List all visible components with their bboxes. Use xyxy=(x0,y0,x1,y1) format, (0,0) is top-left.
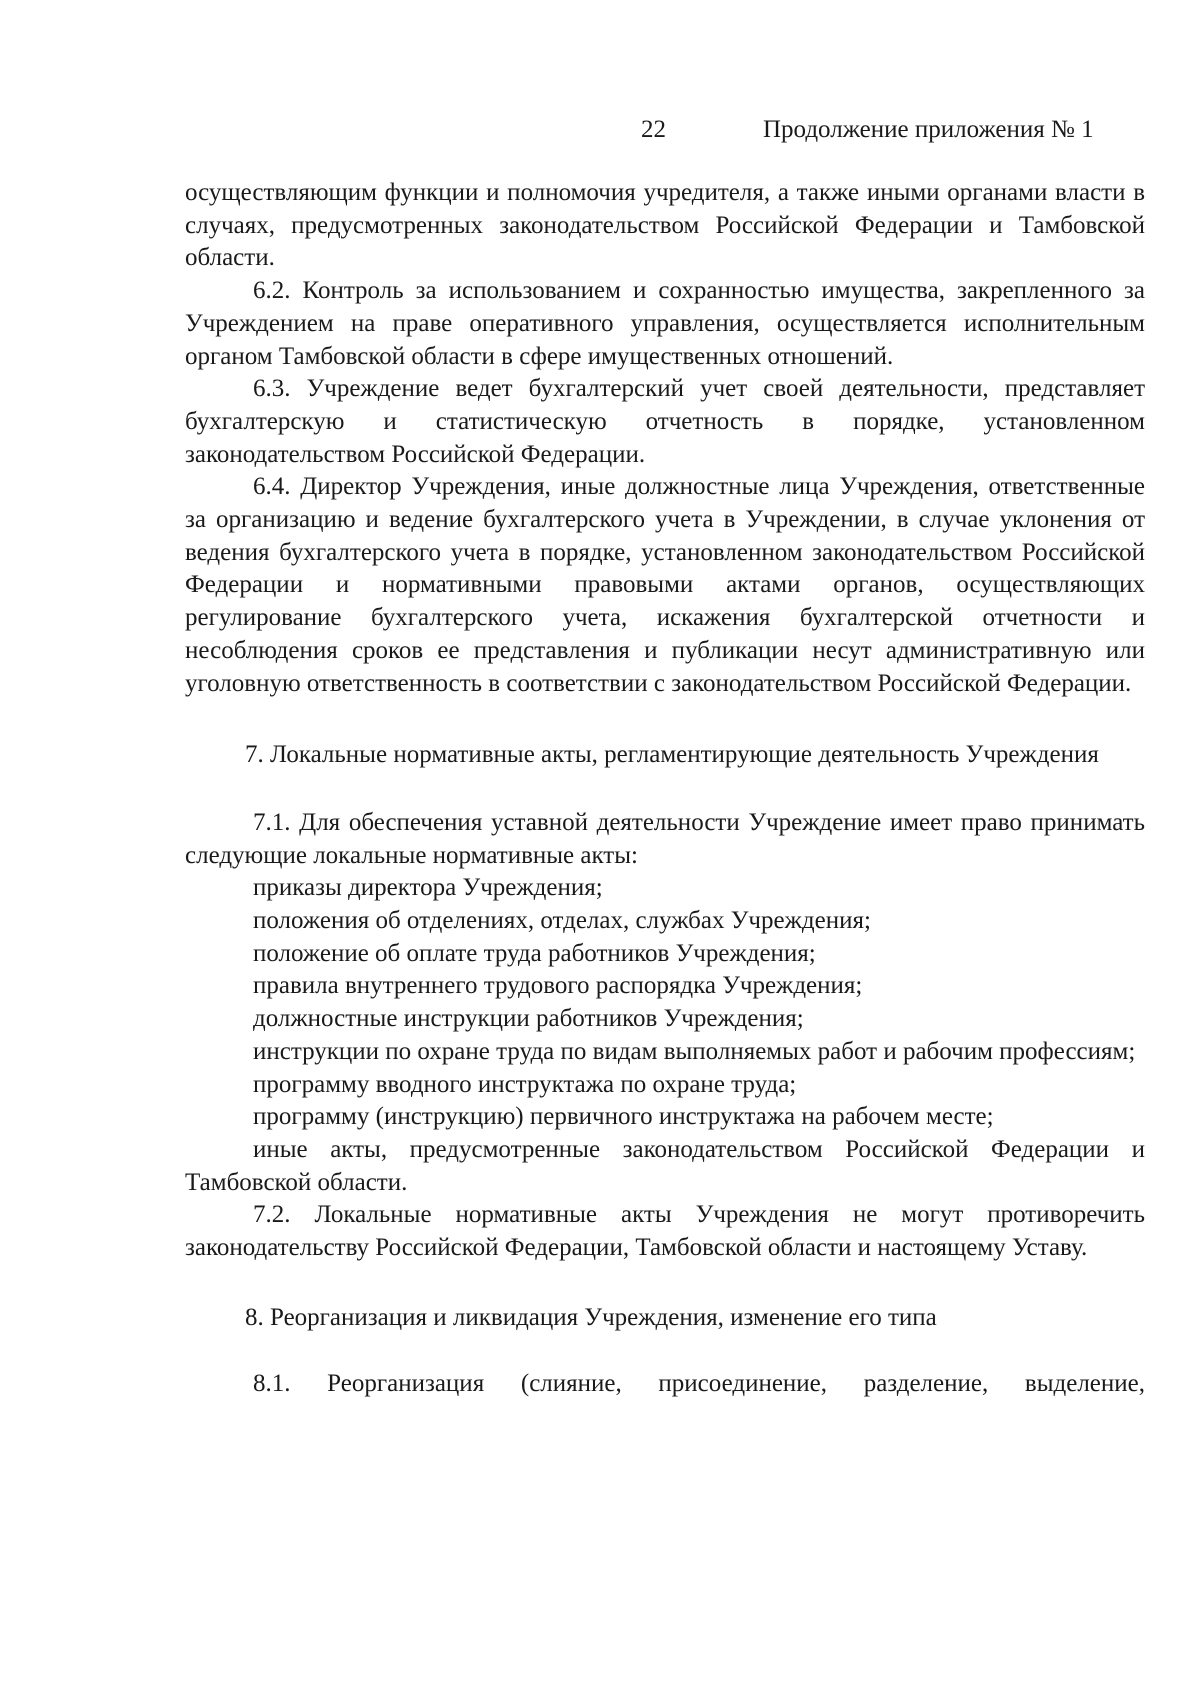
section-heading-8: 8. Реорганизация и ликвидация Учреждения, изменение его типа xyxy=(245,1303,937,1331)
list-item: программу вводного инструктажа по охране труда; xyxy=(253,1070,797,1098)
page-number: 22 xyxy=(641,116,666,143)
paragraph-7-2: 7.2. Локальные нормативные акты Учреждения не могут противоречить законодательству Российской Федерации, Тамбовской области и настоящему Уставу. xyxy=(185,1201,1145,1262)
list-item: положение об оплате труда работников Учреждения; xyxy=(253,939,816,967)
paragraph-8-1: 8.1. Реорганизация (слияние, присоединение, разделение, выделение, xyxy=(253,1369,1145,1397)
list-item: приказы директора Учреждения; xyxy=(253,874,603,902)
appendix-continuation-label: Продолжение приложения № 1 xyxy=(763,116,1094,143)
paragraph-7-1: 7.1. Для обеспечения уставной деятельности Учреждение имеет право принимать следующие локальные нормативные акты: xyxy=(185,808,1145,869)
section-heading-7: 7. Локальные нормативные акты, регламентирующие деятельность Учреждения xyxy=(245,741,1099,769)
paragraph-6-2: 6.2. Контроль за использованием и сохранностью имущества, закрепленного за Учреждением на праве оперативного управления, осуществляется исполнительным органом Тамбовской области в сфере имущественных отношений. xyxy=(185,277,1145,370)
list-item: инструкции по охране труда по видам выполняемых работ и рабочим профессиям; xyxy=(253,1037,1136,1065)
paragraph-6-4: 6.4. Директор Учреждения, иные должностные лица Учреждения, ответственные за организацию и ведение бухгалтерского учета в Учреждении, в случае уклонения от ведения бухгалтерского учета в порядке, установленном законодательством Российской Федерации и нормативными правовыми актами органов, осуществляющих регулирование бухгалтерского учета, искажения бухгалтерской отчетности и несоблюдения сроков ее представления и публикации несут административную или уголовную ответственность в соответствии с законодательством Российской Федерации. xyxy=(185,473,1145,697)
list-item: должностные инструкции работников Учреждения; xyxy=(253,1005,804,1033)
list-item: правила внутреннего трудового распорядка Учреждения; xyxy=(253,972,863,1000)
list-item: программу (инструкцию) первичного инструктажа на рабочем месте; xyxy=(253,1103,994,1131)
list-item: положения об отделениях, отделах, службах Учреждения; xyxy=(253,907,871,935)
list-item: иные акты, предусмотренные законодательством Российской Федерации и Тамбовской области. xyxy=(185,1135,1145,1196)
page-header xyxy=(0,116,1200,156)
paragraph-6-3: 6.3. Учреждение ведет бухгалтерский учет своей деятельности, представляет бухгалтерскую и статистическую отчетность в порядке, установленном законодательством Российской Федерации. xyxy=(185,375,1145,468)
document-body xyxy=(185,177,1145,1400)
paragraph-continued: осуществляющим функции и полномочия учредителя, а также иными органами власти в случаях, предусмотренных законодательством Российской Федерации и Тамбовской области. xyxy=(185,179,1145,272)
